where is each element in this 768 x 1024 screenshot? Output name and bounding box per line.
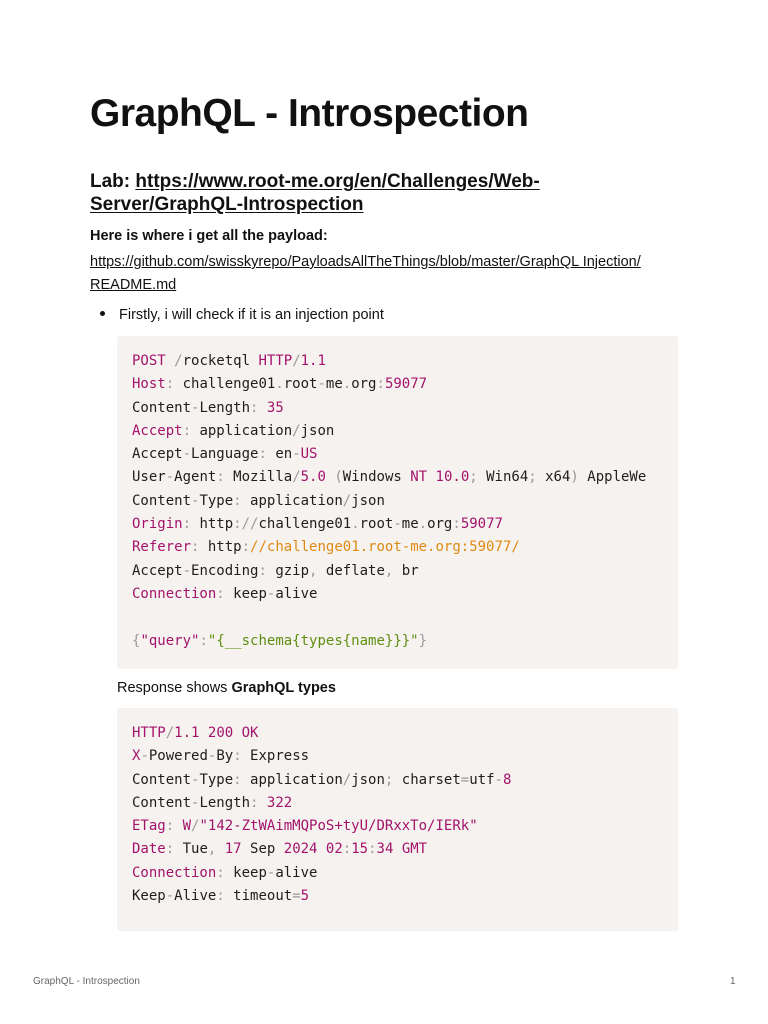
payload-link[interactable]: https://github.com/swisskyrepo/PayloadsAllTheThings/blob/master/GraphQL Injection/README.md [90, 254, 641, 293]
lab-heading [90, 170, 610, 216]
list-item [90, 307, 384, 323]
code-line: Keep-Alive: timeout=5 [132, 888, 310, 905]
code-line: User-Agent: Mozilla/5.0 (Windows NT 10.0; Win64; x64) AppleWe [132, 469, 647, 486]
code-line: Referer: http://challenge01.root-me.org:59077/ [132, 539, 520, 556]
response-code-block[interactable] [117, 708, 678, 931]
response-caption: Response shows GraphQL types [117, 680, 336, 696]
response-caption-bold: GraphQL types [231, 680, 336, 696]
code-line: Date: Tue, 17 Sep 2024 02:15:34 GMT [132, 841, 428, 858]
code-line: Content-Type: application/json [132, 492, 385, 509]
code-line: Accept-Language: en-US [132, 446, 318, 463]
code-line: Content-Type: application/json; charset=utf-8 [132, 771, 512, 788]
payload-intro-text: Here is where i get all the payload: [90, 228, 328, 244]
code-line: Connection: keep-alive [132, 864, 318, 881]
code-line: {"query":"{__schema{types{name}}}"} [132, 632, 428, 649]
request-code-block[interactable] [117, 336, 678, 669]
code-line: Connection: keep-alive [132, 585, 318, 602]
code-line: Origin: http://challenge01.root-me.org:59077 [132, 516, 503, 533]
footer-page-number: 1 [730, 976, 736, 987]
code-line: Accept-Encoding: gzip, deflate, br [132, 562, 419, 579]
code-line: HTTP/1.1 200 OK [132, 725, 259, 741]
code-line: Content-Length: 35 [132, 399, 284, 416]
code-line: Host: challenge01.root-me.org:59077 [132, 376, 428, 393]
list-item-text: Firstly, i will check if it is an injection point [119, 307, 384, 323]
bullet-icon [100, 311, 105, 316]
code-line-blank [132, 606, 678, 629]
lab-label: Lab: [90, 171, 136, 192]
code-line: POST /rocketql HTTP/1.1 [132, 353, 326, 369]
code-line: X-Powered-By: Express [132, 748, 310, 765]
code-line: Content-Length: 322 [132, 794, 293, 811]
code-line: Accept: application/json [132, 422, 335, 439]
footer-title: GraphQL - Introspection [33, 976, 140, 987]
page-title: GraphQL - Introspection [90, 92, 529, 135]
lab-link[interactable]: https://www.root-me.org/en/Challenges/Web-Server/GraphQL-Introspection [90, 171, 540, 215]
code-line: ETag: W/"142-ZtWAimMQPoS+tyU/DRxxTo/IERk" [132, 818, 478, 835]
